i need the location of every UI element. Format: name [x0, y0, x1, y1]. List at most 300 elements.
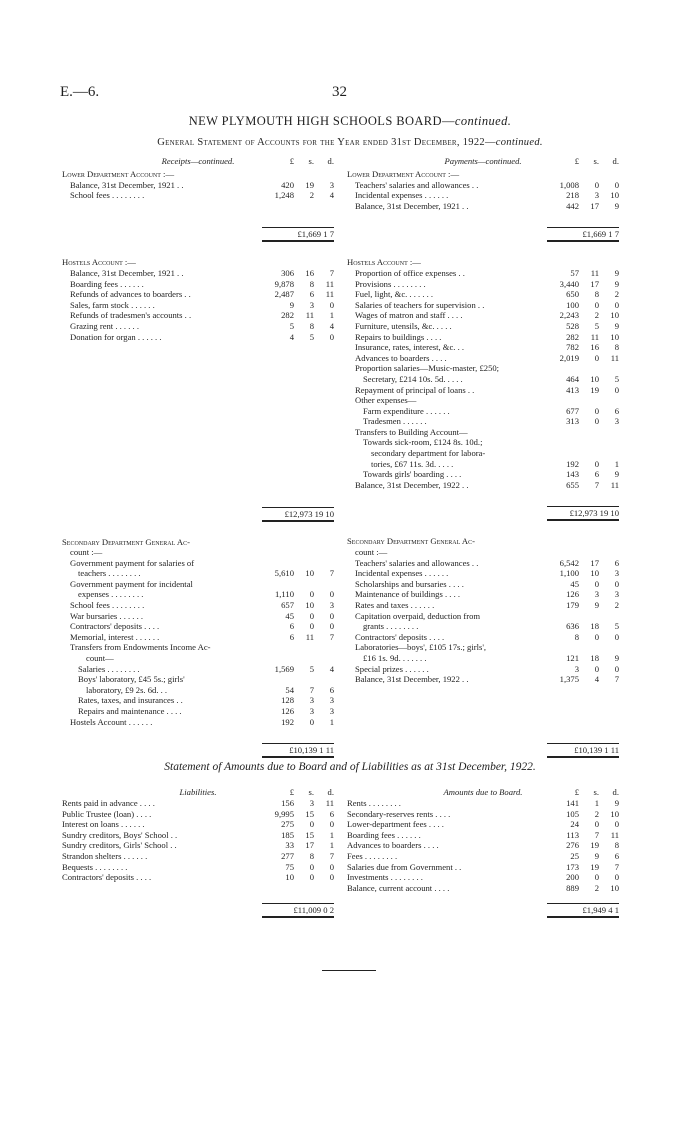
- row-pence: 0: [329, 589, 334, 600]
- row-label: Fuel, light, &c. . . . . . .: [355, 289, 434, 300]
- account-row: [62, 819, 334, 830]
- liabilities-heading: Liabilities.: [179, 787, 217, 797]
- row-pence: 8: [614, 840, 619, 851]
- row-pounds: 650: [566, 289, 579, 300]
- row-label: Lower-department fees . . . .: [347, 819, 444, 830]
- liabilities-money-head: [62, 787, 334, 798]
- row-pence: 2: [614, 600, 619, 610]
- row-pence: 6: [614, 557, 619, 568]
- row-pence: 1: [329, 829, 334, 840]
- row-shillings: 7: [309, 684, 314, 695]
- row-pence: 0: [614, 631, 619, 642]
- row-pence: 3: [329, 706, 334, 717]
- row-pounds: 782: [566, 342, 579, 353]
- liabilities-column: [62, 787, 334, 917]
- row-label: Public Trustee (loan) . . . .: [62, 808, 152, 819]
- account-row: [62, 589, 334, 600]
- account-row: [347, 568, 619, 579]
- row-shillings: 5: [309, 663, 314, 674]
- title-continued: continued.: [454, 114, 512, 128]
- row-shillings: 18: [590, 621, 599, 632]
- row-label: School fees . . . . . . . .: [70, 600, 145, 611]
- account-row: [62, 268, 334, 279]
- row-label: Government payment for incidental: [70, 578, 193, 589]
- row-shillings: 9: [594, 850, 599, 861]
- row-shillings: 19: [590, 861, 599, 872]
- account-row: [62, 851, 334, 862]
- row-pence: 11: [610, 479, 619, 490]
- closing-rule: [322, 970, 376, 971]
- row-pence: 10: [610, 882, 619, 893]
- row-pounds: 126: [281, 706, 294, 717]
- row-shillings: 9: [594, 600, 599, 610]
- row-pence: 0: [614, 299, 619, 310]
- account-row: [347, 600, 619, 611]
- row-label: Investments . . . . . . . .: [347, 872, 423, 883]
- row-label: Repayment of principal of loans . .: [355, 384, 475, 395]
- row-shillings: 11: [590, 267, 599, 278]
- account-block: [347, 257, 619, 520]
- row-label: Rents paid in advance . . . .: [62, 798, 155, 808]
- row-label: Transfers from Endowments Income Ac-: [70, 642, 211, 653]
- account-row: [347, 437, 619, 448]
- row-label: Grazing rent . . . . . .: [70, 320, 139, 331]
- row-pence: 3: [614, 416, 619, 427]
- row-label: Wages of matron and staff . . . .: [355, 310, 463, 321]
- row-label: Insurance, rates, interest, &c. . .: [355, 342, 465, 353]
- subtitle-continued: continued.: [495, 137, 543, 148]
- row-label: Farm expenditure . . . . . .: [363, 405, 450, 416]
- account-row: [347, 374, 619, 385]
- row-shillings: 0: [594, 819, 599, 830]
- account-title-text: Secondary Department General Ac-: [62, 536, 190, 547]
- row-shillings: 11: [305, 310, 314, 321]
- row-pounds: 121: [566, 652, 579, 663]
- account-row: [62, 706, 334, 717]
- row-pence: 3: [614, 589, 619, 600]
- row-pence: 9: [614, 278, 619, 289]
- account-row: [62, 579, 334, 590]
- row-pence: 3: [329, 695, 334, 706]
- row-shillings: 3: [309, 798, 314, 808]
- row-pounds: 8: [574, 631, 579, 642]
- row-pounds: 45: [285, 610, 294, 621]
- row-pounds: 75: [285, 861, 294, 872]
- row-shillings: 17: [590, 278, 599, 289]
- row-pounds: 33: [285, 840, 294, 851]
- liabilities-rows: [62, 798, 334, 883]
- row-pence: 1: [329, 840, 334, 851]
- account-row: [347, 674, 619, 685]
- row-pounds: 141: [566, 798, 579, 808]
- row-shillings: 10: [305, 568, 314, 579]
- account-row: [347, 840, 619, 851]
- row-shillings: 15: [305, 808, 314, 819]
- row-shillings: 19: [305, 179, 314, 190]
- row-pounds: 1,008: [559, 179, 579, 190]
- account-row: [62, 809, 334, 820]
- row-label: secondary department for labora-: [371, 448, 486, 459]
- row-label: Contractors' deposits . . . .: [70, 621, 160, 632]
- row-label: Sales, farm stock . . . . . .: [70, 299, 155, 310]
- amounts-total-amount: £1,949 4 1: [582, 905, 619, 916]
- row-pounds: 1,110: [274, 589, 294, 600]
- account-row: [347, 190, 619, 201]
- row-shillings: 1: [594, 798, 599, 808]
- row-label: Tradesmen . . . . . .: [363, 416, 427, 427]
- row-label: Salaries . . . . . . . .: [78, 663, 140, 674]
- row-label: Incidental expenses . . . . . .: [355, 568, 449, 579]
- row-pence: 0: [329, 861, 334, 872]
- row-pence: 7: [329, 267, 334, 278]
- row-pounds: 3: [574, 663, 579, 674]
- row-pounds: 889: [566, 882, 579, 893]
- row-pounds: 10: [285, 872, 294, 883]
- row-pounds: 5: [289, 320, 294, 331]
- row-label: Balance, 31st December, 1922 . .: [355, 479, 469, 490]
- shillings-head: s.: [593, 787, 599, 797]
- account-row: [62, 872, 334, 883]
- account-title: [62, 257, 334, 268]
- row-shillings: 5: [594, 320, 599, 331]
- account-row: [347, 310, 619, 321]
- row-shillings: 0: [594, 179, 599, 190]
- row-label: Proportion salaries—Music-master, £250;: [355, 363, 500, 374]
- account-row: [347, 201, 619, 212]
- row-shillings: 3: [309, 695, 314, 706]
- account-row: [62, 632, 334, 643]
- row-label: Rates, taxes, and insurances . .: [78, 695, 183, 706]
- page-number: 32: [332, 84, 347, 100]
- row-shillings: 7: [594, 479, 599, 490]
- pounds-head: £: [289, 156, 294, 166]
- account-row: [62, 695, 334, 706]
- row-label: Hostels Account . . . . . .: [70, 716, 153, 727]
- account-row: [62, 190, 334, 201]
- account-title: [62, 169, 334, 180]
- row-pence: 8: [614, 342, 619, 353]
- row-shillings: 0: [309, 872, 314, 883]
- row-shillings: 2: [309, 190, 314, 201]
- account-row: [347, 664, 619, 675]
- row-shillings: 15: [305, 829, 314, 840]
- account-row: [62, 685, 334, 696]
- row-pounds: 1,569: [274, 663, 294, 674]
- row-pence: 3: [614, 568, 619, 579]
- account-row: [62, 310, 334, 321]
- row-label: Contractors' deposits . . . .: [355, 631, 445, 642]
- row-label: Provisions . . . . . . . .: [355, 278, 426, 289]
- row-label: Refunds of advances to boarders . .: [70, 289, 191, 300]
- row-pence: 0: [329, 299, 334, 310]
- row-pounds: 677: [566, 405, 579, 416]
- row-pence: 5: [614, 621, 619, 632]
- account-row: [347, 851, 619, 862]
- row-pence: 0: [329, 819, 334, 830]
- account-row: [347, 321, 619, 332]
- account-row: [62, 332, 334, 343]
- row-shillings: 7: [594, 829, 599, 840]
- account-row: [62, 180, 334, 191]
- row-label: Donation for organ . . . . . .: [70, 331, 162, 342]
- account-row: [347, 798, 619, 809]
- shillings-head: s.: [308, 787, 314, 797]
- account-row: [347, 395, 619, 406]
- row-label: Fees . . . . . . . .: [347, 850, 398, 861]
- account-total: [347, 506, 619, 520]
- account-row: [347, 448, 619, 459]
- row-pounds: 442: [566, 200, 579, 211]
- row-shillings: 0: [594, 578, 599, 589]
- subtitle-main: General Statement of Accounts for the Year ended 31st December, 1922—: [157, 137, 496, 148]
- account-row: [62, 611, 334, 622]
- account-total: [62, 743, 334, 757]
- receipts-blocks: [62, 169, 334, 757]
- row-pence: 0: [614, 578, 619, 589]
- account-block: [62, 537, 334, 758]
- receipts-heading: Receipts—continued.: [161, 156, 235, 166]
- row-pounds: 313: [566, 416, 579, 427]
- account-row: [62, 621, 334, 632]
- amounts-column: [347, 787, 619, 917]
- receipts-money-head: [62, 156, 334, 167]
- account-title: [62, 537, 334, 548]
- account-row: [62, 840, 334, 851]
- row-pence: 9: [614, 798, 619, 808]
- pence-head: d.: [612, 156, 619, 166]
- row-pence: 11: [325, 798, 334, 808]
- row-shillings: 0: [309, 861, 314, 872]
- row-shillings: 0: [594, 458, 599, 469]
- row-pence: 10: [610, 331, 619, 342]
- row-pounds: 218: [566, 190, 579, 201]
- row-pounds: 25: [570, 850, 579, 861]
- account-row: [347, 819, 619, 830]
- account-total-amount: £12,973 19 10: [284, 508, 334, 519]
- row-shillings: 10: [305, 600, 314, 611]
- account-row: [347, 642, 619, 653]
- row-pounds: 1,248: [274, 190, 294, 201]
- row-pence: 11: [325, 278, 334, 289]
- account-row: [347, 342, 619, 353]
- account-row: [347, 353, 619, 364]
- row-pounds: 9,995: [274, 808, 294, 819]
- row-shillings: 18: [590, 652, 599, 663]
- row-pence: 11: [610, 352, 619, 363]
- account-title-text: Hostels Account :—: [347, 257, 421, 268]
- row-shillings: 0: [594, 352, 599, 363]
- row-label: Refunds of tradesmen's accounts . .: [70, 310, 192, 321]
- account-row: [347, 406, 619, 417]
- page-title: [0, 114, 700, 129]
- row-label: count :—: [70, 547, 103, 558]
- row-shillings: 0: [594, 872, 599, 883]
- row-label: Bequests . . . . . . . .: [62, 861, 128, 872]
- row-label: teachers . . . . . . . .: [78, 568, 141, 579]
- row-label: grants . . . . . . . .: [363, 621, 419, 632]
- row-pence: 6: [329, 684, 334, 695]
- row-shillings: 0: [309, 819, 314, 830]
- account-row: [347, 589, 619, 600]
- row-pence: 7: [329, 568, 334, 579]
- row-shillings: 0: [309, 621, 314, 632]
- row-label: Rates and taxes . . . . . .: [355, 600, 435, 610]
- row-pence: 7: [329, 850, 334, 861]
- account-title-text: Secondary Department General Ac-: [347, 536, 475, 547]
- row-label: tories, £67 11s. 3d. . . . .: [371, 458, 454, 469]
- page-code: E.—6.: [60, 84, 100, 100]
- row-label: School fees . . . . . . . .: [70, 190, 145, 201]
- row-pence: 7: [614, 861, 619, 872]
- row-label: £16 1s. 9d. . . . . . .: [363, 652, 427, 663]
- account-row: [62, 600, 334, 611]
- row-label: Balance, 31st December, 1921 . .: [355, 200, 469, 211]
- account-total-amount: £10,139 1 11: [574, 745, 619, 756]
- row-pence: 7: [614, 674, 619, 685]
- pounds-head: £: [574, 156, 579, 166]
- row-pounds: 306: [281, 267, 294, 278]
- row-pence: 9: [614, 469, 619, 480]
- account-row: [347, 180, 619, 191]
- account-title-text: Hostels Account :—: [62, 257, 136, 268]
- row-label: Interest on loans . . . . . .: [62, 819, 145, 830]
- amounts-rows: [347, 798, 619, 893]
- row-shillings: 0: [594, 631, 599, 642]
- account-title: [347, 536, 619, 547]
- row-label: Balance, 31st December, 1921 . .: [70, 179, 184, 190]
- row-label: Laboratories—boys', £105 17s.; girls',: [355, 642, 487, 653]
- row-pence: 1: [329, 716, 334, 727]
- account-row: [62, 321, 334, 332]
- account-row: [347, 547, 619, 558]
- row-shillings: 0: [594, 405, 599, 416]
- row-shillings: 11: [590, 331, 599, 342]
- account-row: [347, 830, 619, 841]
- account-total: [347, 227, 619, 241]
- account-row: [62, 558, 334, 569]
- row-pounds: 1,100: [559, 568, 579, 579]
- account-total-amount: £12,973 19 10: [569, 508, 619, 519]
- row-pounds: 655: [566, 479, 579, 490]
- row-pounds: 179: [566, 600, 579, 610]
- pounds-head: £: [574, 787, 579, 797]
- row-label: Incidental expenses . . . . . .: [355, 190, 449, 201]
- pence-head: d.: [327, 156, 334, 166]
- row-pounds: 6: [289, 621, 294, 632]
- row-pence: 11: [610, 829, 619, 840]
- row-pence: 11: [325, 289, 334, 300]
- row-pounds: 420: [281, 179, 294, 190]
- account-row: [347, 469, 619, 480]
- account-row: [62, 664, 334, 675]
- row-label: Rents . . . . . . . .: [347, 798, 401, 808]
- row-shillings: 8: [594, 289, 599, 300]
- row-pounds: 9: [289, 299, 294, 310]
- row-label: Teachers' salaries and allowances . .: [355, 557, 479, 568]
- row-pounds: 156: [281, 798, 294, 808]
- row-label: Advances to boarders . . . .: [347, 840, 439, 851]
- liabilities-total: [62, 903, 334, 917]
- row-pence: 3: [329, 600, 334, 611]
- account-row: [347, 809, 619, 820]
- row-pence: 0: [614, 384, 619, 395]
- account-row: [347, 289, 619, 300]
- row-shillings: 8: [309, 850, 314, 861]
- account-row: [347, 579, 619, 590]
- account-title: [347, 257, 619, 268]
- page-subtitle: [0, 137, 700, 148]
- account-row: [347, 332, 619, 343]
- account-row: [347, 363, 619, 374]
- amounts-total: [347, 903, 619, 917]
- row-pence: 2: [614, 289, 619, 300]
- row-pounds: 657: [281, 600, 294, 611]
- row-pounds: 276: [566, 840, 579, 851]
- account-row: [62, 830, 334, 841]
- account-block: [347, 169, 619, 241]
- payments-money-head: [347, 156, 619, 167]
- row-pounds: 2,487: [274, 289, 294, 300]
- row-shillings: 0: [309, 610, 314, 621]
- account-total-amount: £10,139 1 11: [289, 745, 334, 756]
- row-pence: 1: [329, 310, 334, 321]
- account-total: [347, 743, 619, 757]
- row-label: Sundry creditors, Girls' School . .: [62, 840, 177, 851]
- row-label: Secretary, £214 10s. 5d. . . . .: [363, 373, 463, 384]
- shillings-head: s.: [308, 156, 314, 166]
- account-row: [347, 416, 619, 427]
- row-pounds: 275: [281, 819, 294, 830]
- row-shillings: 4: [594, 674, 599, 685]
- account-row: [347, 279, 619, 290]
- row-pounds: 6: [289, 631, 294, 642]
- row-shillings: 5: [309, 331, 314, 342]
- row-label: Balance, 31st December, 1922 . .: [355, 674, 469, 685]
- account-block: [62, 257, 334, 520]
- row-shillings: 3: [309, 299, 314, 310]
- row-pounds: 3,440: [559, 278, 579, 289]
- row-pounds: 4: [289, 331, 294, 342]
- row-pounds: 282: [281, 310, 294, 321]
- row-pounds: 192: [281, 716, 294, 727]
- row-pence: 0: [614, 179, 619, 190]
- row-pence: 6: [614, 850, 619, 861]
- row-pounds: 282: [566, 331, 579, 342]
- row-shillings: 3: [594, 190, 599, 201]
- row-pence: 3: [329, 179, 334, 190]
- account-row: [347, 427, 619, 438]
- account-block: [347, 536, 619, 757]
- account-title: [347, 169, 619, 180]
- row-label: count :—: [355, 547, 388, 558]
- row-label: Boarding fees . . . . . .: [70, 278, 144, 289]
- row-shillings: 19: [590, 840, 599, 851]
- row-shillings: 0: [594, 416, 599, 427]
- row-label: Special prizes . . . . . .: [355, 663, 429, 674]
- account-row: [347, 300, 619, 311]
- row-pounds: 9,878: [274, 278, 294, 289]
- account-row: [62, 862, 334, 873]
- account-row: [347, 268, 619, 279]
- row-pounds: 126: [566, 589, 579, 600]
- row-label: laboratory, £9 2s. 6d. . .: [86, 684, 168, 695]
- row-pounds: 185: [281, 829, 294, 840]
- row-label: Repairs to buildings . . . .: [355, 331, 442, 342]
- row-pounds: 413: [566, 384, 579, 395]
- row-pounds: 5,610: [274, 568, 294, 579]
- row-pence: 0: [614, 663, 619, 674]
- row-label: Balance, current account . . . .: [347, 882, 450, 893]
